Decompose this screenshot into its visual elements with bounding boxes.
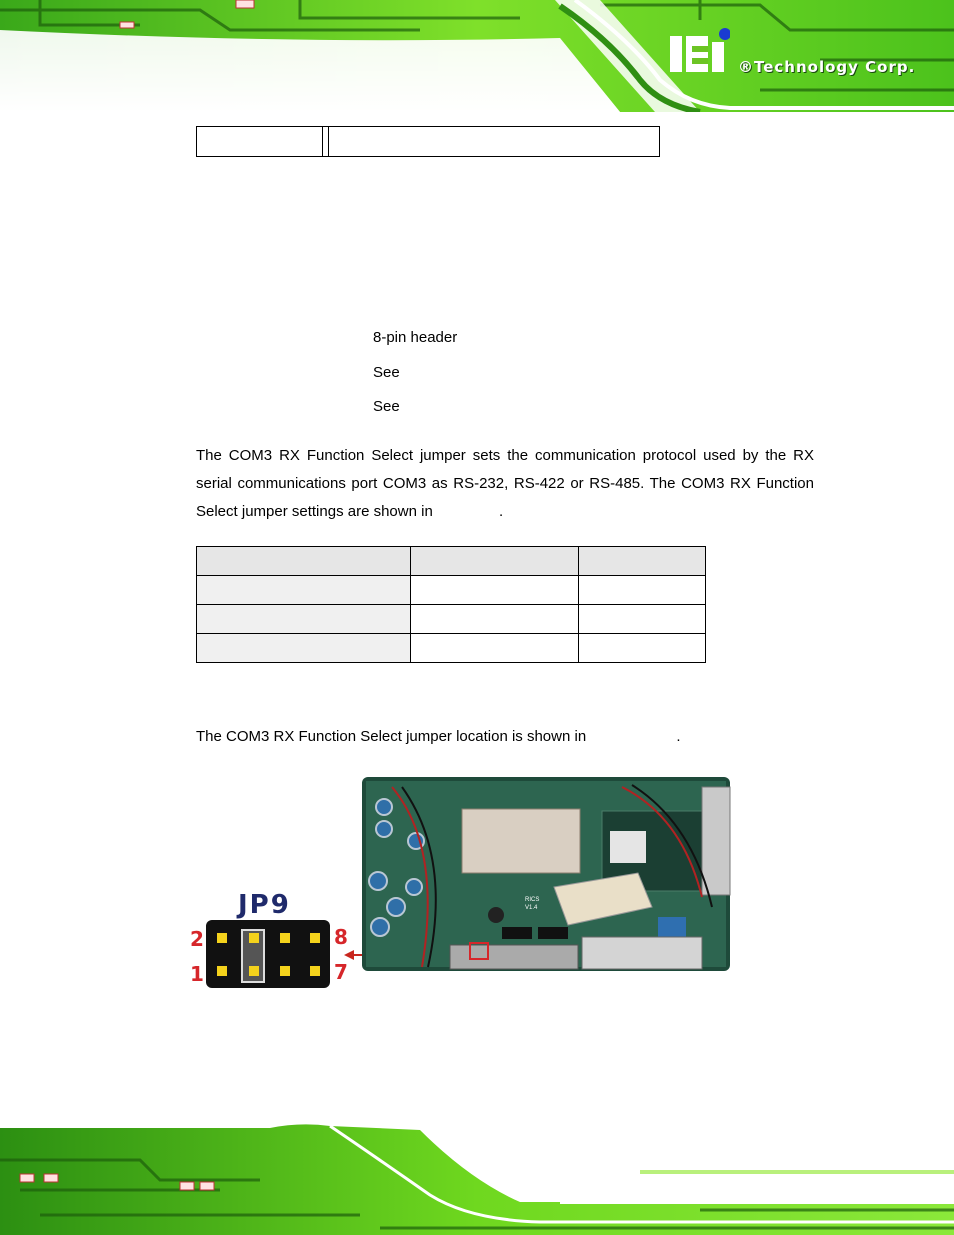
- motherboard-photo: [362, 777, 740, 973]
- location-text: The COM3 RX Function Select jumper location is shown in: [196, 728, 587, 745]
- board-label-rics: RICS: [525, 897, 540, 903]
- table-cell: [579, 605, 706, 634]
- table-cell: [411, 576, 579, 605]
- pin-number-2: 2: [190, 927, 204, 951]
- table-row: [197, 605, 706, 634]
- table-cell: [579, 576, 706, 605]
- circuit-board-header-graphic: [0, 0, 954, 112]
- footer-banner: [0, 1120, 954, 1235]
- table-row: [197, 576, 706, 605]
- board-label-version: V1.4: [525, 905, 538, 911]
- pin-number-8: 8: [334, 925, 348, 949]
- pin-number-1: 1: [190, 962, 204, 986]
- table-cell: [197, 576, 411, 605]
- location-end: .: [676, 728, 681, 745]
- spec-connector-type: 8-pin header: [373, 329, 458, 346]
- table-cell: [411, 605, 579, 634]
- table-cell: [329, 127, 660, 157]
- header-info-table: [196, 126, 660, 157]
- location-paragraph: [196, 723, 814, 751]
- intro-paragraph: [196, 442, 814, 526]
- table-header-row: [197, 547, 706, 576]
- brand-name: ®Technology Corp.: [738, 58, 916, 76]
- spec-location: See: [373, 398, 400, 415]
- circuit-board-footer-graphic: [0, 1120, 954, 1235]
- header-banner: [0, 0, 954, 112]
- table-cell: [411, 634, 579, 663]
- pin-number-7: 7: [334, 960, 348, 984]
- jumper-settings-table: [196, 546, 706, 663]
- table-cell: [579, 634, 706, 663]
- table-cell: [197, 605, 411, 634]
- table-cell: [197, 127, 323, 157]
- iei-logo: [670, 28, 730, 74]
- intro-text: The COM3 RX Function Select jumper sets the communication protocol used by the RX serial communications port COM3 as RS-232, RS-422 or RS-485. The COM3 RX Function Select jumper settings are shown in: [196, 447, 814, 520]
- intro-end: .: [498, 503, 504, 520]
- jp9-label: JP9: [238, 890, 291, 920]
- table-cell: [197, 634, 411, 663]
- table-cell: [411, 547, 579, 576]
- spec-pin-assignment: See: [373, 364, 400, 381]
- jumper-header-diagram: [206, 920, 330, 988]
- table-row: [197, 634, 706, 663]
- table-cell: [579, 547, 706, 576]
- table-cell: [197, 547, 411, 576]
